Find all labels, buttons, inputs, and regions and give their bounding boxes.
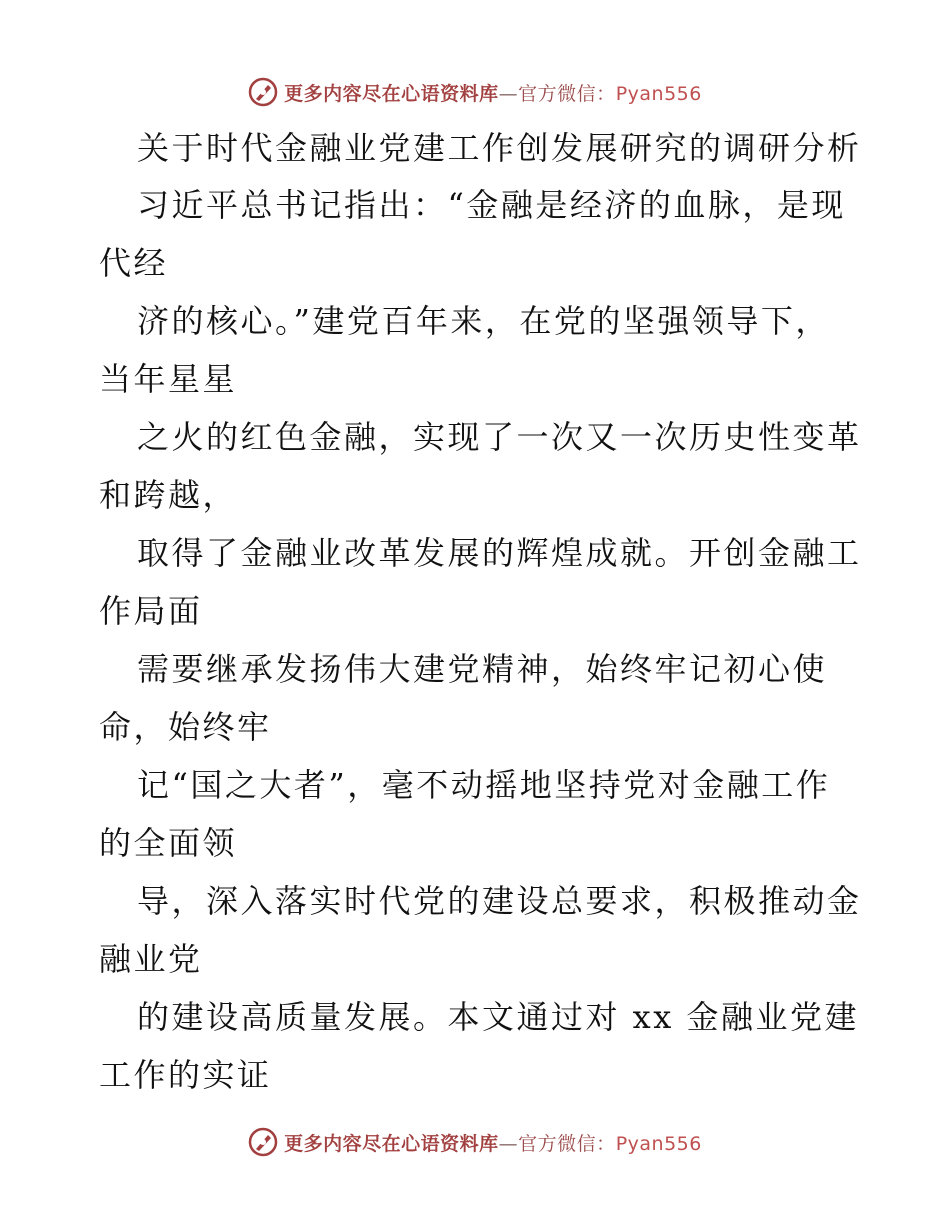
banner-separator: —	[498, 1132, 519, 1155]
text-line: 导，深入落实时代党的建设总要求，积极推动金	[137, 882, 862, 920]
wechat-label: 官方微信：	[518, 82, 616, 105]
footer-banner	[0, 1120, 950, 1164]
text-line: 当年星星	[99, 360, 238, 398]
wechat-label: 官方微信：	[518, 1132, 616, 1155]
wechat-id: Pyan556	[615, 1132, 702, 1155]
text-line: 代经	[99, 244, 169, 282]
text-line: 之火的红色金融，实现了一次又一次历史性变革	[137, 418, 862, 456]
text-line: 工作的实证	[99, 1056, 272, 1094]
library-text: 更多内容尽在心语资料库	[284, 82, 499, 105]
text-line: 需要继承发扬伟大建党精神，始终牢记初心使	[137, 650, 828, 688]
document-title: 关于时代金融业党建工作创发展研究的调研分析	[137, 129, 862, 167]
red-pen-circle-icon	[248, 1127, 278, 1157]
text-line: 融业党	[99, 940, 203, 978]
wechat-id: Pyan556	[615, 82, 702, 105]
text-line: 济的核心。”建党百年来，在党的坚强领导下，	[137, 302, 830, 340]
text-line: 记“国之大者”，毫不动摇地坚持党对金融工作	[137, 766, 831, 804]
banner-text	[284, 1129, 702, 1156]
text-line: 的全面领	[99, 824, 238, 862]
text-line: 的建设高质量发展。本文通过对 xx 金融业党建	[137, 998, 859, 1036]
text-line: 习近平总书记指出：“金融是经济的血脉，是现	[137, 186, 846, 224]
text-line: 作局面	[99, 592, 203, 630]
banner-separator: —	[498, 82, 519, 105]
library-text: 更多内容尽在心语资料库	[284, 1132, 499, 1155]
text-line: 和跨越，	[99, 476, 238, 514]
text-line: 取得了金融业改革发展的辉煌成就。开创金融工	[137, 534, 862, 572]
text-line: 命，始终牢	[99, 708, 272, 746]
